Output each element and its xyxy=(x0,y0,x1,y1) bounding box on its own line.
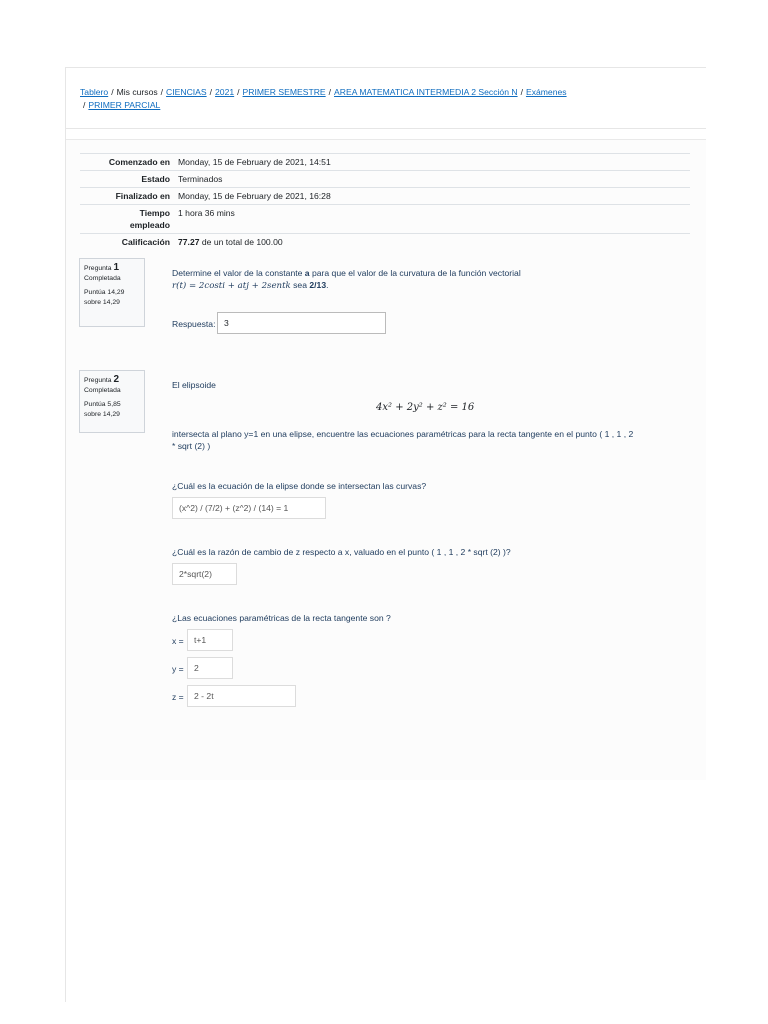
z-label: z = xyxy=(172,692,184,702)
question-prefix: Pregunta xyxy=(84,265,112,272)
summary-label xyxy=(80,205,175,234)
breadcrumb-separator: / xyxy=(520,87,523,97)
summary-row-started xyxy=(80,154,690,171)
grade-total: de un total de 100.00 xyxy=(199,237,283,247)
mark-line: sobre 14,29 xyxy=(84,411,120,418)
question-2-intro: El elipsoide xyxy=(172,380,216,390)
breadcrumb-mis-cursos: Mis cursos xyxy=(116,87,158,97)
mark-line: Puntúa 14,29 xyxy=(84,289,125,296)
summary-value: Terminados xyxy=(178,174,223,184)
question-state: Completada xyxy=(84,387,121,394)
breadcrumb-separator: / xyxy=(83,100,86,110)
question-text: para que el valor de la curvatura de la función vectorial xyxy=(309,268,521,278)
summary-label: Comenzado en xyxy=(108,157,170,167)
y-parametric-input[interactable]: 2 xyxy=(187,657,233,679)
question-text-bold: 2/13 xyxy=(309,280,327,290)
vector-function-formula: r(t) = 2costi + atj + 2sentk xyxy=(172,281,291,291)
breadcrumb-course[interactable]: AREA MATEMATICA INTERMEDIA 2 Sección N xyxy=(334,87,518,97)
question-1-text xyxy=(172,267,682,292)
breadcrumb-primer-parcial[interactable]: PRIMER PARCIAL xyxy=(88,100,161,110)
question-text: * sqrt (2) ) xyxy=(172,441,211,451)
x-label: x = xyxy=(172,636,184,646)
question-text: Determine el valor de la constante xyxy=(172,268,305,278)
summary-label-line: empleado xyxy=(129,220,170,230)
answer-input[interactable]: 3 xyxy=(217,312,386,334)
breadcrumb-separator: / xyxy=(237,87,240,97)
question-number xyxy=(84,263,140,274)
summary-row-grade xyxy=(80,234,690,251)
question-number-value: 1 xyxy=(113,262,120,273)
summary-value: Monday, 15 de February de 2021, 16:28 xyxy=(178,191,331,201)
question-number xyxy=(84,375,140,386)
breadcrumb-examenes[interactable]: Exámenes xyxy=(525,87,567,97)
question-2-text xyxy=(172,428,692,452)
mark-line: Puntúa 5,85 xyxy=(84,401,121,408)
ellipse-equation-input[interactable]: (x^2) / (7/2) + (z^2) / (14) = 1 xyxy=(172,497,326,519)
subquestion-3: ¿Las ecuaciones paramétricas de la recta tangente son ? xyxy=(172,613,391,623)
breadcrumb-separator: / xyxy=(328,87,332,97)
x-parametric-input[interactable]: t+1 xyxy=(187,629,233,651)
question-text: sea xyxy=(290,280,310,290)
question-mark xyxy=(84,288,140,308)
question-mark xyxy=(84,400,140,420)
summary-label: Finalizado en xyxy=(115,191,170,201)
question-state: Completada xyxy=(84,275,121,282)
answer-label: Respuesta: xyxy=(172,319,216,329)
summary-row-time xyxy=(80,205,690,234)
z-parametric-input[interactable]: 2 - 2t xyxy=(187,685,296,707)
breadcrumb-ciencias[interactable]: CIENCIAS xyxy=(166,87,207,97)
summary-value xyxy=(175,234,690,251)
breadcrumb-separator: / xyxy=(111,87,114,97)
subquestion-1: ¿Cuál es la ecuación de la elipse donde se intersectan las curvas? xyxy=(172,481,427,491)
summary-row-state xyxy=(80,171,690,188)
question-text: intersecta al plano y=1 en una elipse, encuentre las ecuaciones paramétricas para la recta tangente en el punto ( 1 , 1 , 2 xyxy=(172,429,634,439)
attempt-summary-table xyxy=(80,153,690,250)
breadcrumb-tablero[interactable]: Tablero xyxy=(80,87,109,97)
rate-of-change-input[interactable]: 2*sqrt(2) xyxy=(172,563,237,585)
subquestion-2: ¿Cuál es la razón de cambio de z respecto a x, valuado en el punto ( 1 , 1 , 2 * sqrt (2) )? xyxy=(172,547,511,557)
summary-label: Calificación xyxy=(121,237,170,247)
question-text-bold: a xyxy=(304,268,310,278)
breadcrumb xyxy=(80,86,680,112)
summary-value: Monday, 15 de February de 2021, 14:51 xyxy=(178,157,331,167)
question-number-value: 2 xyxy=(113,374,120,385)
mark-line: sobre 14,29 xyxy=(84,299,120,306)
summary-label-line: Tiempo xyxy=(139,208,170,218)
summary-row-finished xyxy=(80,188,690,205)
breadcrumb-2021[interactable]: 2021 xyxy=(215,87,235,97)
grade-score: 77.27 xyxy=(178,237,200,247)
ellipsoid-formula: 4x² + 2y² + z² = 16 xyxy=(376,402,475,413)
question-2-info xyxy=(79,370,145,433)
breadcrumb-primer-semestre[interactable]: PRIMER SEMESTRE xyxy=(242,87,326,97)
question-prefix: Pregunta xyxy=(84,377,112,384)
summary-value: 1 hora 36 mins xyxy=(178,208,235,218)
breadcrumb-separator: / xyxy=(160,87,164,97)
summary-label: Estado xyxy=(141,174,170,184)
breadcrumb-separator: / xyxy=(209,87,213,97)
y-label: y = xyxy=(172,664,184,674)
question-1-info xyxy=(79,258,145,327)
question-text: . xyxy=(326,280,329,290)
